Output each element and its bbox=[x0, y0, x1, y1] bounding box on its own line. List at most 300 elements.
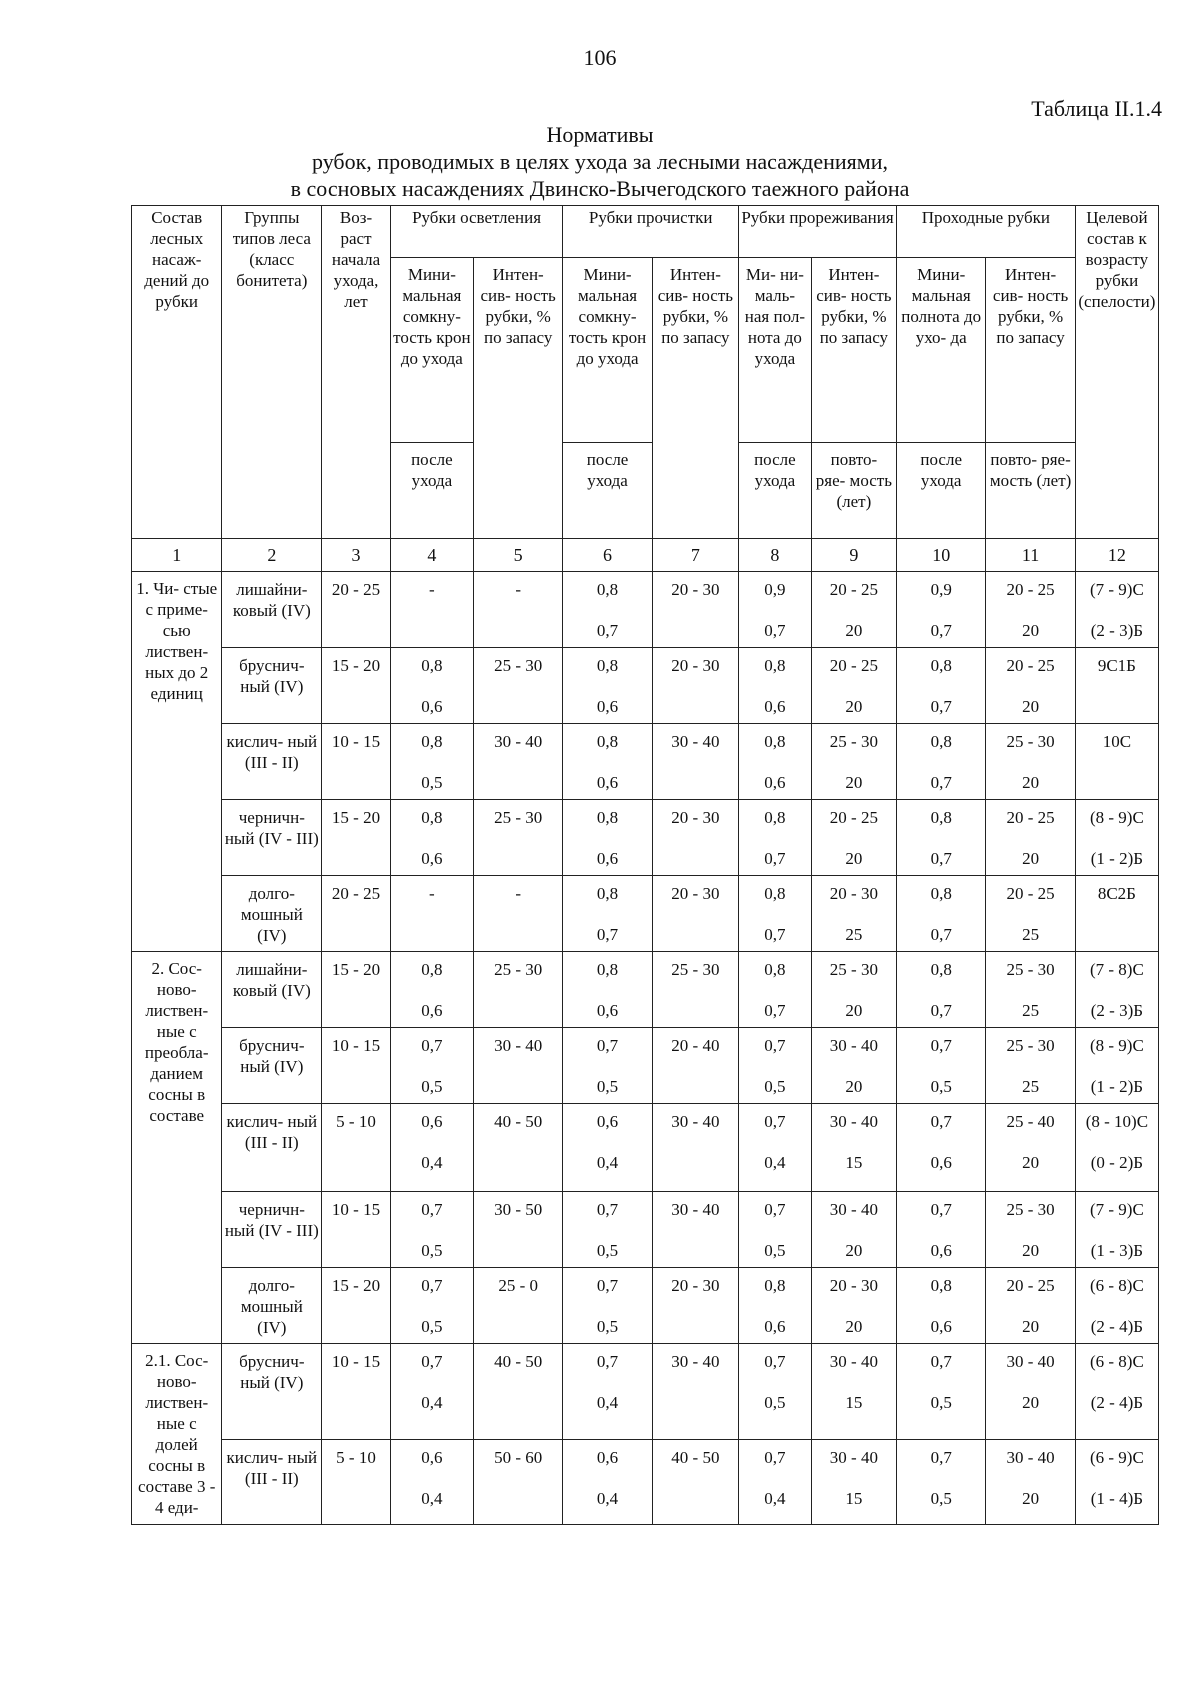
passage-intensity-cell bbox=[986, 724, 1075, 800]
composition-group-cell: 2. Сос- ново- листвен- ные с преобла- данием сосны в составе bbox=[132, 952, 222, 1344]
passage-intensity-cell bbox=[986, 876, 1075, 952]
header-age: Воз- раст начала ухода, лет bbox=[322, 206, 391, 539]
passage-intensity-cell-bottom: 20 bbox=[1022, 697, 1040, 716]
composition-group-cell: 1. Чи- стые с приме- сью листвен- ных до 2 единиц bbox=[132, 572, 222, 952]
light-thinning-density-cell bbox=[390, 1440, 473, 1525]
passage-fullness-cell bbox=[897, 1192, 986, 1268]
age-cell-value: 5 - 10 bbox=[336, 1448, 376, 1467]
thinning-fullness-cell-bottom: 0,5 bbox=[764, 1241, 786, 1260]
thinning-intensity-cell-bottom: 20 bbox=[845, 697, 863, 716]
header-cleaning: Рубки прочистки bbox=[563, 206, 739, 258]
age-cell bbox=[322, 1344, 391, 1440]
cleaning-density-cell bbox=[563, 1344, 652, 1440]
passage-intensity-cell-bottom: 20 bbox=[1022, 773, 1040, 792]
light-thinning-intensity-cell bbox=[473, 572, 562, 648]
passage-fullness-cell-bottom: 0,6 bbox=[930, 1241, 952, 1260]
passage-intensity-cell-bottom: 20 bbox=[1022, 1489, 1040, 1508]
cleaning-intensity-cell-value: 30 - 40 bbox=[671, 1200, 720, 1219]
cleaning-intensity-cell bbox=[652, 952, 738, 1028]
thinning-fullness-cell-bottom: 0,4 bbox=[764, 1489, 786, 1508]
thinning-intensity-cell-bottom: 20 bbox=[845, 849, 863, 868]
target-composition-cell bbox=[1075, 1440, 1158, 1525]
age-cell-value: 10 - 15 bbox=[331, 1200, 381, 1219]
column-number: 3 bbox=[322, 539, 391, 572]
passage-intensity-cell-top: 25 - 30 bbox=[1006, 1200, 1055, 1219]
age-cell bbox=[322, 1104, 391, 1192]
thinning-intensity-cell-top: 30 - 40 bbox=[829, 1352, 878, 1371]
target-composition-cell-bottom: (1 - 2)Б bbox=[1090, 849, 1144, 868]
thinning-fullness-cell-top: 0,7 bbox=[764, 1200, 786, 1219]
header-forest-type: Группы типов леса (класс бонитета) bbox=[222, 206, 322, 539]
target-composition-cell-top: (7 - 8)С bbox=[1089, 960, 1144, 979]
light-thinning-density-cell-bottom: 0,5 bbox=[421, 1241, 443, 1260]
cleaning-density-cell bbox=[563, 1028, 652, 1104]
age-cell-value: 20 - 25 bbox=[331, 884, 381, 903]
cleaning-density-cell-bottom: 0,6 bbox=[596, 849, 619, 868]
table-body bbox=[132, 572, 1159, 1525]
cleaning-intensity-cell-value: 20 - 30 bbox=[671, 808, 720, 827]
thinning-intensity-cell bbox=[811, 1028, 896, 1104]
thinning-fullness-cell bbox=[739, 1104, 812, 1192]
light-thinning-density-cell-bottom: 0,6 bbox=[421, 1001, 443, 1020]
age-cell-value: 15 - 20 bbox=[331, 656, 381, 675]
light-thinning-density-cell-bottom: 0,5 bbox=[421, 1317, 443, 1336]
thinning-fullness-cell-bottom: 0,4 bbox=[764, 1153, 786, 1172]
cleaning-density-cell-bottom: 0,4 bbox=[596, 1153, 619, 1172]
thinning-fullness-cell-bottom: 0,7 bbox=[764, 849, 786, 868]
age-cell bbox=[322, 724, 391, 800]
column-numbers-row bbox=[132, 539, 1159, 572]
header-intensity: Интен- сив- ность рубки, % по запасу bbox=[473, 258, 562, 539]
thinning-intensity-cell-top: 20 - 25 bbox=[829, 580, 878, 599]
passage-intensity-cell-top: 30 - 40 bbox=[1006, 1352, 1055, 1371]
light-thinning-intensity-cell-value: 40 - 50 bbox=[494, 1112, 543, 1131]
passage-fullness-cell bbox=[897, 876, 986, 952]
forest-type-cell bbox=[222, 952, 322, 1028]
passage-fullness-cell bbox=[897, 1344, 986, 1440]
cleaning-density-cell-bottom: 0,7 bbox=[596, 925, 619, 944]
passage-intensity-cell-top: 25 - 40 bbox=[1006, 1112, 1055, 1131]
passage-intensity-cell-top: 20 - 25 bbox=[1006, 1276, 1055, 1295]
target-composition-cell-top: (6 - 9)С bbox=[1089, 1448, 1144, 1467]
cleaning-density-cell-top: 0,7 bbox=[596, 1036, 619, 1055]
cleaning-intensity-cell bbox=[652, 800, 738, 876]
target-composition-cell-top: (8 - 9)С bbox=[1089, 808, 1144, 827]
title-line: в сосновых насаждениях Двинско-Вычегодского таежного района bbox=[290, 176, 910, 201]
light-thinning-density-cell-top: 0,8 bbox=[421, 732, 443, 751]
target-composition-cell-top: (6 - 8)С bbox=[1089, 1352, 1144, 1371]
thinning-intensity-cell bbox=[811, 800, 896, 876]
table-header bbox=[132, 206, 1159, 572]
target-composition-cell-top: 10С bbox=[1102, 732, 1132, 751]
forest-type-cell-value: долго- мошный (IV) bbox=[240, 1276, 303, 1337]
target-composition-cell-top: (8 - 10)С bbox=[1085, 1112, 1149, 1131]
target-composition-cell bbox=[1075, 1268, 1158, 1344]
header-min-fullness: Мини- мальная полнота до ухо- да bbox=[897, 258, 986, 443]
passage-fullness-cell-bottom: 0,7 bbox=[930, 697, 952, 716]
light-thinning-intensity-cell bbox=[473, 1344, 562, 1440]
passage-fullness-cell bbox=[897, 1104, 986, 1192]
thinning-intensity-cell bbox=[811, 1440, 896, 1525]
passage-fullness-cell-top: 0,8 bbox=[930, 732, 952, 751]
thinning-intensity-cell-top: 25 - 30 bbox=[829, 960, 878, 979]
target-composition-cell bbox=[1075, 724, 1158, 800]
thinning-fullness-cell bbox=[739, 1192, 812, 1268]
passage-intensity-cell-top: 20 - 25 bbox=[1006, 884, 1055, 903]
age-cell-value: 10 - 15 bbox=[331, 732, 381, 751]
age-cell-value: 10 - 15 bbox=[331, 1352, 381, 1371]
forest-type-cell-value: бруснич- ный (IV) bbox=[239, 656, 305, 696]
header-min-density: Мини- мальная сомкну- тость крон до ухода bbox=[390, 258, 473, 443]
header-thinning: Рубки прореживания bbox=[739, 206, 897, 258]
passage-fullness-cell-top: 0,9 bbox=[930, 580, 952, 599]
thinning-intensity-cell bbox=[811, 876, 896, 952]
light-thinning-intensity-cell bbox=[473, 648, 562, 724]
light-thinning-density-cell bbox=[390, 648, 473, 724]
age-cell-value: 15 - 20 bbox=[331, 960, 381, 979]
light-thinning-intensity-cell-value: 25 - 30 bbox=[494, 656, 543, 675]
passage-fullness-cell-bottom: 0,6 bbox=[930, 1317, 952, 1336]
forest-type-cell-value: кислич- ный (III - II) bbox=[226, 1448, 318, 1488]
forest-type-cell bbox=[222, 1192, 322, 1268]
thinning-fullness-cell-top: 0,7 bbox=[764, 1112, 786, 1131]
target-composition-cell bbox=[1075, 952, 1158, 1028]
thinning-fullness-cell bbox=[739, 952, 812, 1028]
header-intensity: Интен- сив- ность рубки, % по запасу bbox=[652, 258, 738, 539]
passage-fullness-cell-top: 0,8 bbox=[930, 1276, 952, 1295]
header-after-care: после ухода bbox=[897, 443, 986, 539]
light-thinning-intensity-cell-value: - bbox=[515, 580, 521, 599]
thinning-fullness-cell bbox=[739, 1268, 812, 1344]
passage-fullness-cell-bottom: 0,6 bbox=[930, 1153, 952, 1172]
passage-intensity-cell-bottom: 20 bbox=[1022, 1241, 1040, 1260]
target-composition-cell-bottom: (2 - 4)Б bbox=[1090, 1317, 1144, 1336]
header-repeatability: повто- ряе- мость (лет) bbox=[811, 443, 896, 539]
cleaning-density-cell-top: 0,6 bbox=[596, 1112, 619, 1131]
thinning-intensity-cell-top: 20 - 30 bbox=[829, 1276, 878, 1295]
header-after-care: после ухода bbox=[739, 443, 812, 539]
title-line: Нормативы bbox=[546, 122, 654, 147]
thinning-intensity-cell bbox=[811, 724, 896, 800]
passage-intensity-cell-bottom: 25 bbox=[1022, 1001, 1040, 1020]
header-min-density: Мини- мальная сомкну- тость крон до ухода bbox=[563, 258, 652, 443]
thinning-intensity-cell bbox=[811, 952, 896, 1028]
passage-intensity-cell-top: 20 - 25 bbox=[1006, 808, 1055, 827]
thinning-intensity-cell-bottom: 20 bbox=[845, 1241, 863, 1260]
column-number: 10 bbox=[897, 539, 986, 572]
age-cell-value: 10 - 15 bbox=[331, 1036, 381, 1055]
target-composition-cell-top: (7 - 9)С bbox=[1089, 580, 1144, 599]
passage-fullness-cell-bottom: 0,7 bbox=[930, 773, 952, 792]
target-composition-cell-bottom: (1 - 4)Б bbox=[1090, 1489, 1144, 1508]
passage-fullness-cell-bottom: 0,5 bbox=[930, 1489, 952, 1508]
thinning-intensity-cell-bottom: 15 bbox=[845, 1153, 863, 1172]
passage-intensity-cell bbox=[986, 1344, 1075, 1440]
passage-intensity-cell-top: 20 - 25 bbox=[1006, 656, 1055, 675]
forest-type-cell-value: черничн- ный (IV - III) bbox=[224, 808, 319, 848]
passage-intensity-cell-top: 25 - 30 bbox=[1006, 1036, 1055, 1055]
target-composition-cell-top: (8 - 9)С bbox=[1089, 1036, 1144, 1055]
thinning-fullness-cell-top: 0,8 bbox=[764, 1276, 786, 1295]
cleaning-density-cell bbox=[563, 876, 652, 952]
cleaning-intensity-cell bbox=[652, 724, 738, 800]
cleaning-intensity-cell bbox=[652, 648, 738, 724]
table-row bbox=[132, 1192, 1159, 1268]
forest-type-cell bbox=[222, 800, 322, 876]
cleaning-density-cell-top: 0,8 bbox=[596, 580, 619, 599]
light-thinning-density-cell-bottom: 0,4 bbox=[421, 1489, 443, 1508]
thinning-intensity-cell-bottom: 20 bbox=[845, 1317, 863, 1336]
passage-intensity-cell-top: 25 - 30 bbox=[1006, 960, 1055, 979]
table-row bbox=[132, 648, 1159, 724]
table-row bbox=[132, 1440, 1159, 1525]
light-thinning-density-cell-bottom: 0,5 bbox=[421, 1077, 443, 1096]
light-thinning-density-cell bbox=[390, 800, 473, 876]
header-passage-cutting: Проходные рубки bbox=[897, 206, 1076, 258]
cleaning-density-cell-bottom: 0,4 bbox=[596, 1393, 619, 1412]
cleaning-intensity-cell-value: 30 - 40 bbox=[671, 1112, 720, 1131]
thinning-fullness-cell-bottom: 0,5 bbox=[764, 1393, 786, 1412]
thinning-intensity-cell-bottom: 15 bbox=[845, 1489, 863, 1508]
thinning-fullness-cell-top: 0,8 bbox=[764, 884, 786, 903]
cleaning-intensity-cell bbox=[652, 1344, 738, 1440]
page-number: 106 bbox=[583, 45, 617, 70]
light-thinning-intensity-cell bbox=[473, 1268, 562, 1344]
passage-fullness-cell-top: 0,7 bbox=[930, 1448, 952, 1467]
forest-type-cell bbox=[222, 876, 322, 952]
light-thinning-intensity-cell-value: 40 - 50 bbox=[494, 1352, 543, 1371]
cleaning-density-cell-top: 0,7 bbox=[596, 1200, 619, 1219]
light-thinning-intensity-cell-value: 50 - 60 bbox=[494, 1448, 543, 1467]
thinning-intensity-cell-bottom: 20 bbox=[845, 621, 863, 640]
thinning-fullness-cell bbox=[739, 1028, 812, 1104]
light-thinning-intensity-cell-value: 30 - 40 bbox=[494, 732, 543, 751]
age-cell-value: 15 - 20 bbox=[331, 1276, 381, 1295]
thinning-intensity-cell-top: 30 - 40 bbox=[829, 1036, 878, 1055]
cleaning-intensity-cell-value: 20 - 30 bbox=[671, 656, 720, 675]
table-row bbox=[132, 876, 1159, 952]
cleaning-density-cell-top: 0,7 bbox=[596, 1352, 619, 1371]
cleaning-density-cell-bottom: 0,6 bbox=[596, 1001, 619, 1020]
light-thinning-intensity-cell-value: 25 - 0 bbox=[498, 1276, 538, 1295]
thinning-intensity-cell bbox=[811, 1268, 896, 1344]
passage-intensity-cell bbox=[986, 1104, 1075, 1192]
table-title bbox=[0, 121, 1200, 202]
thinning-intensity-cell-top: 25 - 30 bbox=[829, 732, 878, 751]
passage-fullness-cell-bottom: 0,7 bbox=[930, 925, 952, 944]
cleaning-density-cell bbox=[563, 800, 652, 876]
light-thinning-density-cell bbox=[390, 1192, 473, 1268]
passage-intensity-cell-bottom: 20 bbox=[1022, 1153, 1040, 1172]
cleaning-density-cell bbox=[563, 1104, 652, 1192]
target-composition-cell bbox=[1075, 1104, 1158, 1192]
forest-type-cell bbox=[222, 1440, 322, 1525]
thinning-fullness-cell bbox=[739, 1344, 812, 1440]
light-thinning-density-cell-top: 0,8 bbox=[421, 960, 443, 979]
light-thinning-density-cell bbox=[390, 952, 473, 1028]
passage-fullness-cell-top: 0,8 bbox=[930, 808, 952, 827]
thinning-fullness-cell-bottom: 0,6 bbox=[764, 1317, 786, 1336]
cleaning-density-cell bbox=[563, 724, 652, 800]
passage-intensity-cell bbox=[986, 800, 1075, 876]
age-cell bbox=[322, 1268, 391, 1344]
header-intensity: Интен- сив- ность рубки, % по запасу bbox=[811, 258, 896, 443]
light-thinning-density-cell bbox=[390, 1028, 473, 1104]
table-number: Таблица II.1.4 bbox=[1031, 96, 1162, 121]
cleaning-intensity-cell-value: 20 - 40 bbox=[671, 1036, 720, 1055]
light-thinning-density-cell-top: 0,7 bbox=[421, 1200, 443, 1219]
light-thinning-intensity-cell bbox=[473, 1440, 562, 1525]
target-composition-cell bbox=[1075, 648, 1158, 724]
forest-type-cell-value: черничн- ный (IV - III) bbox=[224, 1200, 319, 1240]
thinning-intensity-cell-bottom: 20 bbox=[845, 773, 863, 792]
cleaning-density-cell-bottom: 0,5 bbox=[596, 1077, 619, 1096]
light-thinning-intensity-cell-value: - bbox=[515, 884, 521, 903]
column-number: 7 bbox=[652, 539, 738, 572]
thinning-fullness-cell bbox=[739, 1440, 812, 1525]
cleaning-density-cell-bottom: 0,7 bbox=[596, 621, 619, 640]
table-row bbox=[132, 1268, 1159, 1344]
thinning-fullness-cell-bottom: 0,5 bbox=[764, 1077, 786, 1096]
passage-intensity-cell bbox=[986, 1192, 1075, 1268]
age-cell bbox=[322, 1440, 391, 1525]
cleaning-intensity-cell-value: 30 - 40 bbox=[671, 1352, 720, 1371]
thinning-fullness-cell-top: 0,7 bbox=[764, 1448, 786, 1467]
passage-intensity-cell bbox=[986, 572, 1075, 648]
target-composition-cell bbox=[1075, 876, 1158, 952]
forest-type-cell bbox=[222, 648, 322, 724]
light-thinning-density-cell-top: 0,7 bbox=[421, 1276, 443, 1295]
light-thinning-density-cell bbox=[390, 1344, 473, 1440]
thinning-intensity-cell-top: 30 - 40 bbox=[829, 1200, 878, 1219]
light-thinning-density-cell bbox=[390, 724, 473, 800]
thinning-intensity-cell-bottom: 20 bbox=[845, 1077, 863, 1096]
forest-type-cell bbox=[222, 1344, 322, 1440]
passage-fullness-cell bbox=[897, 724, 986, 800]
thinning-fullness-cell bbox=[739, 800, 812, 876]
thinning-fullness-cell-bottom: 0,7 bbox=[764, 621, 786, 640]
table-row bbox=[132, 1344, 1159, 1440]
age-cell bbox=[322, 800, 391, 876]
passage-fullness-cell-top: 0,8 bbox=[930, 960, 952, 979]
cleaning-intensity-cell bbox=[652, 1104, 738, 1192]
light-thinning-intensity-cell bbox=[473, 952, 562, 1028]
cleaning-density-cell-top: 0,8 bbox=[596, 808, 619, 827]
thinning-intensity-cell bbox=[811, 572, 896, 648]
thinning-intensity-cell bbox=[811, 1344, 896, 1440]
column-number: 9 bbox=[811, 539, 896, 572]
column-number: 4 bbox=[390, 539, 473, 572]
light-thinning-density-cell-bottom: 0,4 bbox=[421, 1393, 443, 1412]
thinning-fullness-cell bbox=[739, 648, 812, 724]
thinning-intensity-cell-bottom: 15 bbox=[845, 1393, 863, 1412]
header-after-care: после ухода bbox=[563, 443, 652, 539]
cleaning-intensity-cell-value: 25 - 30 bbox=[671, 960, 720, 979]
thinning-fullness-cell-top: 0,9 bbox=[764, 580, 786, 599]
thinning-intensity-cell-top: 20 - 25 bbox=[829, 656, 878, 675]
passage-intensity-cell-bottom: 20 bbox=[1022, 1393, 1040, 1412]
table-row bbox=[132, 1028, 1159, 1104]
passage-intensity-cell bbox=[986, 1268, 1075, 1344]
cleaning-density-cell-top: 0,8 bbox=[596, 732, 619, 751]
age-cell bbox=[322, 1192, 391, 1268]
passage-fullness-cell-top: 0,8 bbox=[930, 884, 952, 903]
passage-fullness-cell-top: 0,7 bbox=[930, 1036, 952, 1055]
cleaning-intensity-cell bbox=[652, 1268, 738, 1344]
cleaning-density-cell-top: 0,7 bbox=[596, 1276, 619, 1295]
passage-fullness-cell bbox=[897, 572, 986, 648]
target-composition-cell-bottom: (2 - 3)Б bbox=[1090, 621, 1144, 640]
passage-fullness-cell-top: 0,7 bbox=[930, 1352, 952, 1371]
light-thinning-density-cell bbox=[390, 1268, 473, 1344]
forest-type-cell-value: лишайни- ковый (IV) bbox=[232, 960, 311, 1000]
light-thinning-intensity-cell bbox=[473, 1192, 562, 1268]
passage-fullness-cell-top: 0,8 bbox=[930, 656, 952, 675]
passage-intensity-cell bbox=[986, 1440, 1075, 1525]
thinning-intensity-cell bbox=[811, 1192, 896, 1268]
target-composition-cell bbox=[1075, 800, 1158, 876]
forest-type-cell-value: лишайни- ковый (IV) bbox=[232, 580, 311, 620]
passage-intensity-cell bbox=[986, 952, 1075, 1028]
header-after-care: после ухода bbox=[390, 443, 473, 539]
age-cell bbox=[322, 1028, 391, 1104]
thinning-intensity-cell-top: 20 - 30 bbox=[829, 884, 878, 903]
cleaning-density-cell-top: 0,8 bbox=[596, 960, 619, 979]
target-composition-cell bbox=[1075, 572, 1158, 648]
cleaning-intensity-cell-value: 30 - 40 bbox=[671, 732, 720, 751]
target-composition-cell-top: (6 - 8)С bbox=[1089, 1276, 1144, 1295]
cleaning-density-cell-bottom: 0,5 bbox=[596, 1241, 619, 1260]
column-number: 2 bbox=[222, 539, 322, 572]
passage-intensity-cell-bottom: 20 bbox=[1022, 1317, 1040, 1336]
passage-fullness-cell-top: 0,7 bbox=[930, 1112, 952, 1131]
cleaning-density-cell-top: 0,8 bbox=[596, 656, 619, 675]
forest-type-cell bbox=[222, 724, 322, 800]
cleaning-intensity-cell-value: 20 - 30 bbox=[671, 1276, 720, 1295]
table-row bbox=[132, 724, 1159, 800]
thinning-intensity-cell-top: 20 - 25 bbox=[829, 808, 878, 827]
light-thinning-density-cell-top: 0,8 bbox=[421, 656, 443, 675]
cleaning-density-cell bbox=[563, 1440, 652, 1525]
forest-type-cell-value: долго- мошный (IV) bbox=[240, 884, 303, 945]
thinning-fullness-cell-bottom: 0,6 bbox=[764, 773, 786, 792]
column-number: 1 bbox=[132, 539, 222, 572]
header-composition: Состав лесных насаж- дений до рубки bbox=[132, 206, 222, 539]
thinning-fullness-cell-top: 0,7 bbox=[764, 1036, 786, 1055]
thinning-intensity-cell bbox=[811, 648, 896, 724]
target-composition-cell-top: (7 - 9)С bbox=[1089, 1200, 1144, 1219]
column-number: 5 bbox=[473, 539, 562, 572]
header-repeatability: повто- ряе- мость (лет) bbox=[986, 443, 1075, 539]
cleaning-intensity-cell bbox=[652, 1028, 738, 1104]
column-number: 11 bbox=[986, 539, 1075, 572]
light-thinning-density-cell-top: 0,6 bbox=[421, 1448, 443, 1467]
forest-type-cell bbox=[222, 1268, 322, 1344]
light-thinning-density-cell-bottom: 0,6 bbox=[421, 849, 443, 868]
thinning-fullness-cell bbox=[739, 572, 812, 648]
thinning-fullness-cell-top: 0,8 bbox=[764, 960, 786, 979]
thinning-fullness-cell-top: 0,8 bbox=[764, 656, 786, 675]
norms-table bbox=[131, 205, 1159, 1525]
forest-type-cell-value: кислич- ный (III - II) bbox=[226, 1112, 318, 1152]
cleaning-intensity-cell bbox=[652, 876, 738, 952]
light-thinning-density-cell-top: 0,8 bbox=[421, 808, 443, 827]
target-composition-cell-bottom: (1 - 2)Б bbox=[1090, 1077, 1144, 1096]
cleaning-density-cell-bottom: 0,5 bbox=[596, 1317, 619, 1336]
light-thinning-density-cell-top: 0,7 bbox=[421, 1036, 443, 1055]
forest-type-cell bbox=[222, 572, 322, 648]
thinning-fullness-cell-bottom: 0,7 bbox=[764, 925, 786, 944]
